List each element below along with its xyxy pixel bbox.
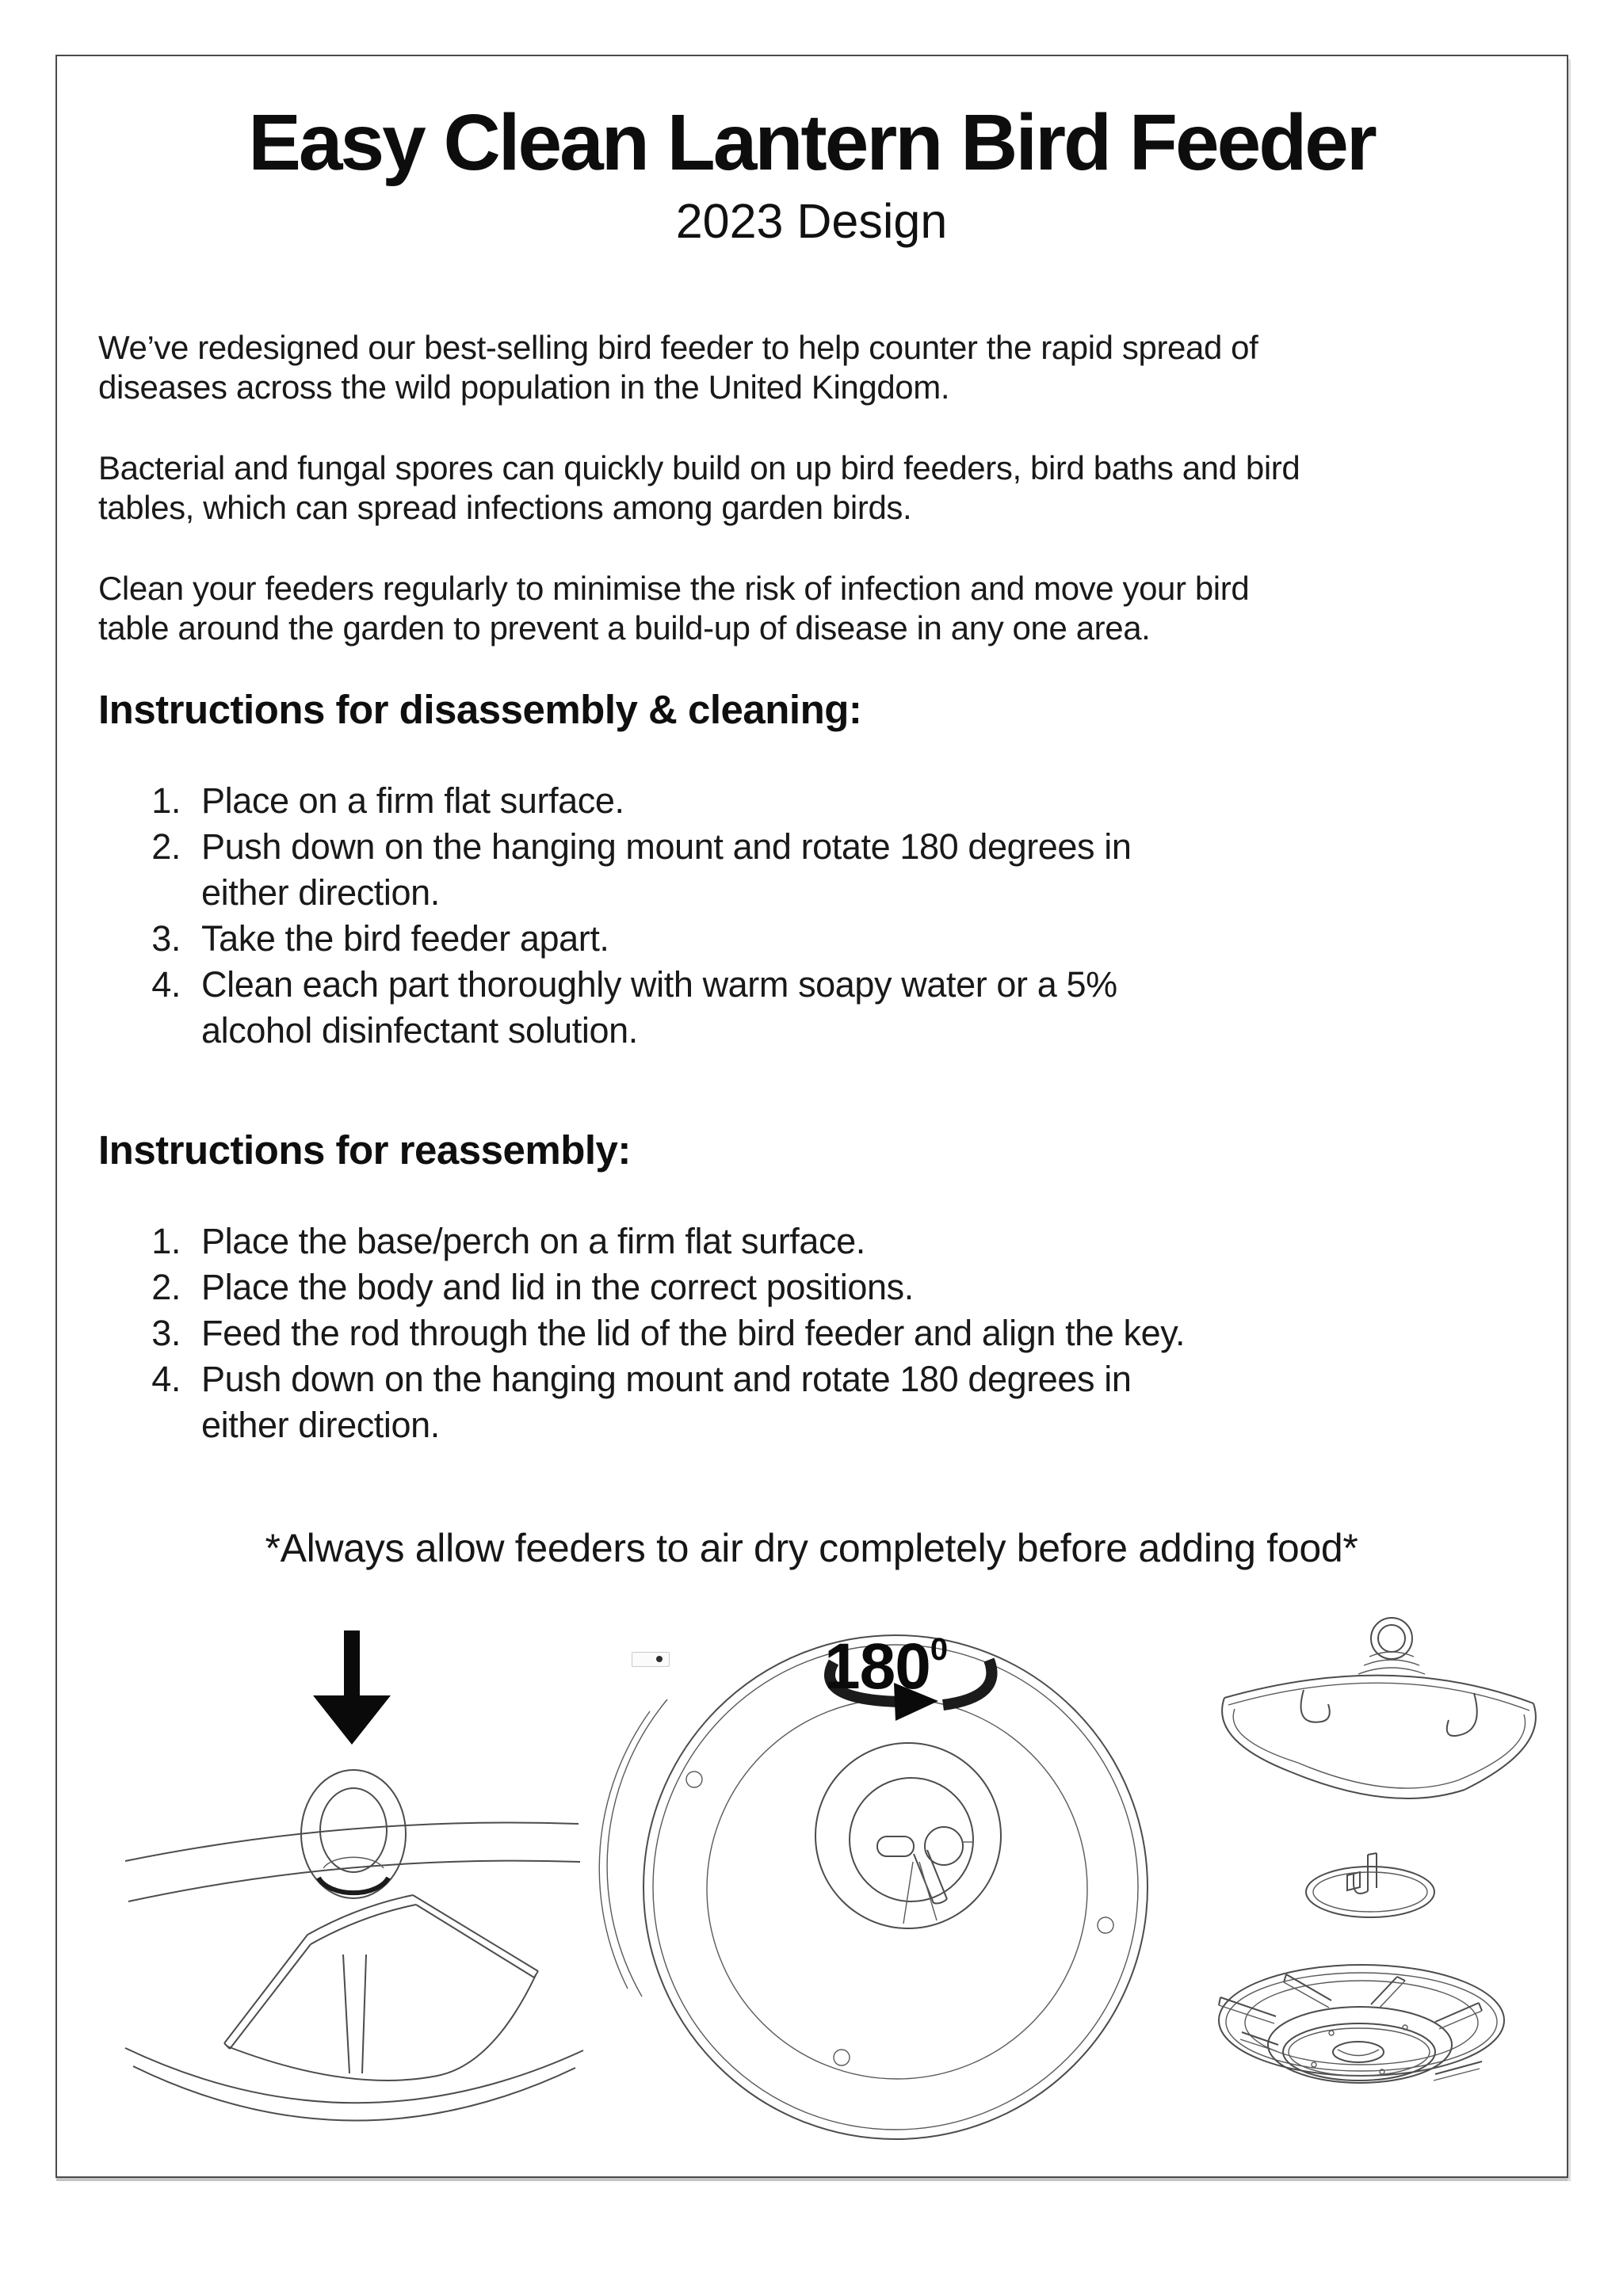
rotation-degree-symbol: 0 xyxy=(930,1632,948,1667)
step-text: Push down on the hanging mount and rotate 180 degrees in either direction. xyxy=(201,1359,1132,1445)
step-item xyxy=(98,1219,865,1264)
step-text: Take the bird feeder apart. xyxy=(201,918,609,959)
rotation-value: 180 xyxy=(824,1630,930,1703)
page-subtitle: 2023 Design xyxy=(675,194,948,248)
figure-exploded-view-drawing xyxy=(1212,1604,1545,2092)
intro-paragraph-1 xyxy=(98,328,1493,407)
step-number: 4. xyxy=(151,964,181,1005)
step-item xyxy=(98,1310,1185,1356)
step-number: 3. xyxy=(151,1313,181,1353)
step-number: 2. xyxy=(151,1267,181,1307)
rotation-180-label xyxy=(824,1616,948,1703)
step-text: Place the body and lid in the correct positions. xyxy=(201,1267,914,1307)
step-number: 2. xyxy=(151,826,181,867)
step-item xyxy=(98,1264,914,1310)
step-item xyxy=(98,916,609,962)
step-number: 3. xyxy=(151,918,181,959)
intro-paragraph-2 xyxy=(98,448,1493,528)
air-dry-note: *Always allow feeders to air dry completely before adding food* xyxy=(265,1526,1358,1570)
step-item xyxy=(98,1356,1131,1448)
artifact-dot xyxy=(656,1656,663,1662)
down-arrow-icon xyxy=(313,1630,391,1745)
paragraph-line: Clean your feeders regularly to minimise the risk of infection and move your bird xyxy=(98,570,1250,607)
step-text: Place on a firm flat surface. xyxy=(201,780,624,821)
page-title: Easy Clean Lantern Bird Feeder xyxy=(248,98,1375,187)
paragraph-line: Bacterial and fungal spores can quickly build on up bird feeders, bird baths and bird xyxy=(98,449,1300,486)
paragraph-line: table around the garden to prevent a build-up of disease in any one area. xyxy=(98,609,1151,646)
step-number: 4. xyxy=(151,1359,181,1399)
step-text: Push down on the hanging mount and rotate 180 degrees in either direction. xyxy=(201,826,1132,913)
step-item xyxy=(98,962,1117,1054)
paragraph-line: We’ve redesigned our best-selling bird feeder to help counter the rapid spread of xyxy=(98,329,1258,366)
screenshot-artifact xyxy=(632,1652,670,1667)
step-text: Clean each part thoroughly with warm soapy water or a 5% alcohol disinfectant solution. xyxy=(201,964,1117,1051)
paragraph-line: diseases across the wild population in the United Kingdom. xyxy=(98,368,950,406)
section-heading-disassembly: Instructions for disassembly & cleaning: xyxy=(98,687,862,732)
step-text: Feed the rod through the lid of the bird feeder and align the key. xyxy=(201,1313,1186,1353)
intro-paragraph-3 xyxy=(98,569,1493,648)
figure-lid-push-down-drawing xyxy=(111,1616,602,2171)
step-text: Place the base/perch on a firm flat surface. xyxy=(201,1221,865,1261)
section-heading-reassembly: Instructions for reassembly: xyxy=(98,1127,631,1173)
paragraph-line: tables, which can spread infections among garden birds. xyxy=(98,489,912,526)
step-number: 1. xyxy=(151,1221,181,1261)
step-number: 1. xyxy=(151,780,181,821)
step-item xyxy=(98,778,624,824)
step-item xyxy=(98,824,1131,916)
